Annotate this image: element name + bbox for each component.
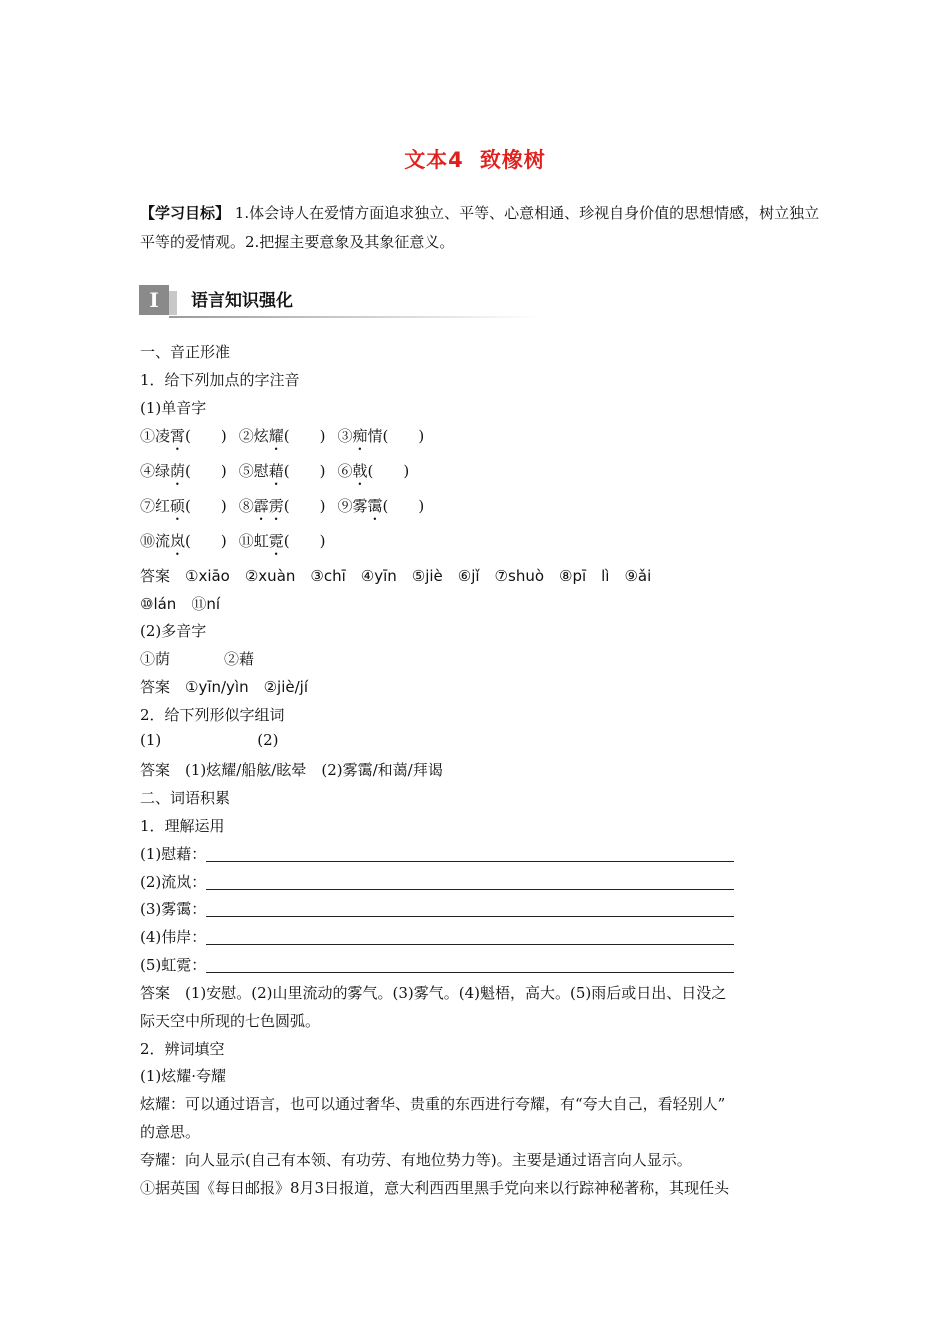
- fill-line: [140, 871, 734, 892]
- item-text: ⑥: [337, 462, 353, 480]
- item-text: ①荫: [140, 650, 171, 668]
- item-text: ②炫: [238, 427, 269, 445]
- answer-blank[interactable]: [206, 873, 734, 890]
- dotted-char: 痴: [352, 427, 368, 445]
- answer-blank[interactable]: [206, 928, 734, 945]
- answer-parens: ( ): [382, 497, 425, 515]
- page-title: [0, 144, 950, 174]
- question-1: 1．给下列加点的字注音: [140, 371, 300, 389]
- answer-parens: ( ): [367, 462, 410, 480]
- fill-label: (4)伟岸：: [140, 928, 207, 946]
- similar-char-row: [140, 731, 279, 749]
- heading-vocabulary: 二、词语积累: [140, 789, 231, 807]
- fill-line: [140, 954, 734, 975]
- definition-1: 炫耀：可以通过语言，也可以通过奢华、贵重的东西进行夸耀，有“夸大自己，看轻别人”: [140, 1095, 726, 1113]
- pinyin-row-2: [140, 460, 409, 489]
- fill-label: (2)流岚：: [140, 873, 207, 891]
- answer-parens: ( ): [283, 427, 326, 445]
- item-text: (2): [257, 731, 279, 749]
- section-title: 语言知识强化: [191, 291, 293, 311]
- heading-pronunciation: 一、音正形准: [140, 343, 231, 361]
- answer-parens: ( ): [283, 497, 326, 515]
- dotted-char: 霭: [367, 497, 383, 515]
- section-badge-shadow: [169, 291, 177, 315]
- fill-line: [140, 843, 734, 864]
- answer-4: 答案 (1)安慰。(2)山里流动的雾气。(3)雾气。(4)魁梧，高大。(5)雨后或日出、日没之: [140, 984, 727, 1002]
- question-3: 1．理解运用: [140, 817, 225, 835]
- section-header: [139, 283, 539, 319]
- answer-blank[interactable]: [206, 900, 734, 917]
- fill-line: [140, 898, 734, 919]
- definition-2: 夸耀：向人显示(自己有本领、有功劳、有地位势力等)。主要是通过语言向人显示。: [140, 1151, 692, 1169]
- item-text: 情: [367, 427, 383, 445]
- definition-1-cont: 的意思。: [140, 1123, 201, 1141]
- question-1-sub-2: (2)多音字: [140, 622, 207, 640]
- dotted-char: 霄: [170, 427, 186, 445]
- answer-1: 答案 ①xiāo ②xuàn ③chī ④yīn ⑤jiè ⑥jǐ ⑦shuò ⑧pī lì ⑨ǎi: [140, 567, 652, 585]
- item-text: ⑦红: [140, 497, 171, 515]
- item-text: ②藉: [224, 650, 255, 668]
- item-text: ⑨雾: [337, 497, 368, 515]
- multi-tone-row: [140, 648, 254, 669]
- dotted-char: 硕: [170, 497, 186, 515]
- learning-goal: [140, 199, 820, 257]
- item-text: ③: [337, 427, 353, 445]
- answer-blank[interactable]: [206, 956, 734, 973]
- answer-parens: ( ): [185, 427, 227, 445]
- section-number-badge: I: [139, 285, 169, 315]
- dotted-char: 耀: [268, 427, 284, 445]
- learning-goal-tag: 【学习目标】: [140, 204, 231, 222]
- answer-2: 答案 ①yīn/yìn ②jiè/jí: [140, 678, 309, 696]
- answer-3: 答案 (1)炫耀/船舷/眩晕 (2)雾霭/和蔼/拜谒: [140, 761, 443, 779]
- answer-parens: ( ): [185, 497, 227, 515]
- fill-label: (3)雾霭：: [140, 900, 207, 918]
- question-4: 2．辨词填空: [140, 1040, 225, 1058]
- item-text: ⑩流: [140, 532, 171, 550]
- learning-goal-text: 1.体会诗人在爱情方面追求独立、平等、心意相通、珍视自身价值的思想情感，树立独立平等的爱情观。2.把握主要意象及其象征意义。: [140, 204, 820, 251]
- title-text-number: 文本4: [404, 148, 464, 172]
- answer-blank[interactable]: [206, 845, 734, 862]
- answer-parens: ( ): [185, 462, 227, 480]
- item-text: ④绿: [140, 462, 171, 480]
- dotted-char: 雳: [268, 497, 284, 515]
- question-2: 2．给下列形似字组词: [140, 706, 285, 724]
- answer-parens: ( ): [185, 532, 227, 550]
- fill-label: (1)慰藉：: [140, 845, 207, 863]
- question-4-sub-1: (1)炫耀·夸耀: [140, 1067, 227, 1085]
- pinyin-row-1: [140, 425, 424, 454]
- fill-line: [140, 926, 734, 947]
- answer-parens: ( ): [382, 427, 425, 445]
- answer-4-cont: 际天空中所现的七色圆弧。: [140, 1012, 321, 1030]
- item-text: ⑤慰: [238, 462, 269, 480]
- item-text: ①凌: [140, 427, 171, 445]
- item-text: ⑧: [238, 497, 254, 515]
- title-text-name: 致橡树: [479, 148, 546, 172]
- question-1-sub-1: (1)单音字: [140, 399, 207, 417]
- answer-parens: ( ): [283, 532, 326, 550]
- answer-parens: ( ): [283, 462, 326, 480]
- section-underline: [169, 316, 539, 318]
- item-text: (1): [140, 731, 162, 749]
- dotted-char: 霹: [253, 497, 269, 515]
- dotted-char: 荫: [170, 462, 186, 480]
- example-1: ①据英国《每日邮报》8月3日报道，意大利西西里黑手党向来以行踪神秘著称，其现任头: [140, 1179, 730, 1197]
- dotted-char: 戟: [352, 462, 368, 480]
- pinyin-row-3: [140, 495, 424, 524]
- dotted-char: 霓: [268, 532, 284, 550]
- pinyin-row-4: [140, 530, 326, 559]
- fill-label: (5)虹霓：: [140, 956, 207, 974]
- dotted-char: 藉: [268, 462, 284, 480]
- item-text: ⑪虹: [238, 532, 269, 550]
- answer-1-cont: ⑩lán ⑪ní: [140, 595, 220, 613]
- dotted-char: 岚: [170, 532, 186, 550]
